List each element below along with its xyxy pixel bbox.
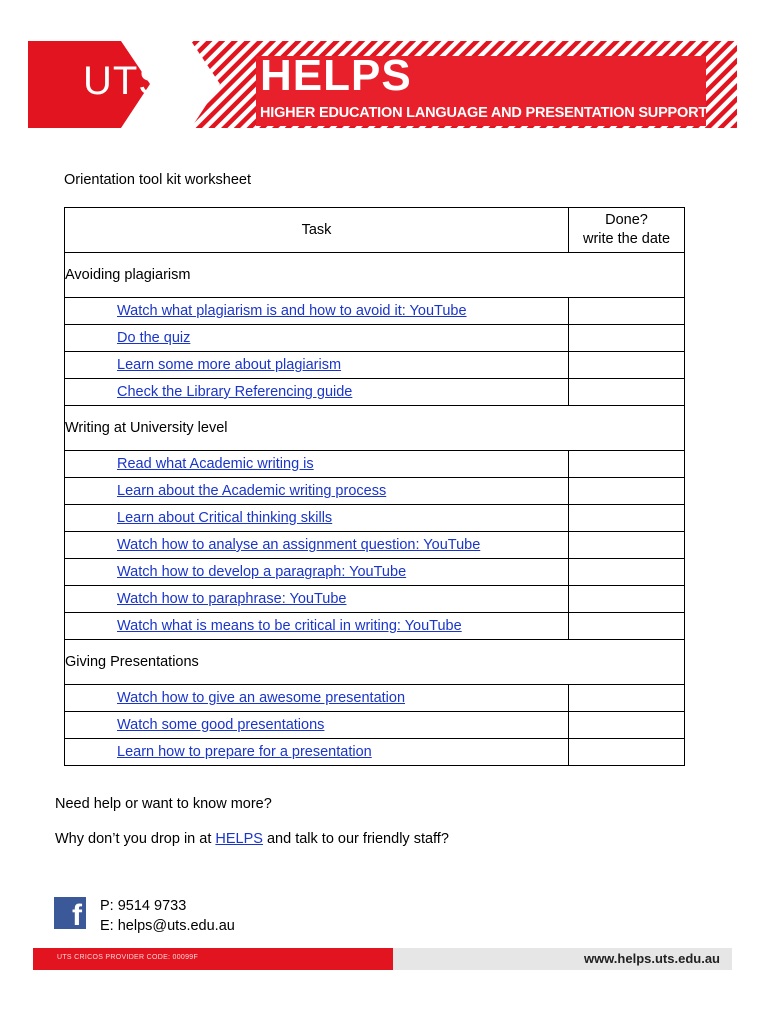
section-heading: Avoiding plagiarism bbox=[65, 267, 191, 283]
phone-number: P: 9514 9733 bbox=[100, 898, 187, 914]
uts-logo: UTS: bbox=[83, 59, 179, 103]
date-cell[interactable] bbox=[569, 298, 685, 325]
task-link[interactable]: Watch what is means to be critical in writing: YouTube bbox=[117, 618, 462, 634]
table-row bbox=[65, 352, 685, 379]
contact-details bbox=[100, 896, 235, 936]
table-row bbox=[65, 685, 685, 712]
table-row bbox=[65, 298, 685, 325]
task-link[interactable]: Watch how to analyse an assignment question: YouTube bbox=[117, 537, 481, 553]
task-link[interactable]: Do the quiz bbox=[117, 330, 191, 346]
drop-in-before: Why don’t you drop in at bbox=[55, 831, 216, 847]
table-row bbox=[65, 478, 685, 505]
task-link[interactable]: Watch what plagiarism is and how to avoid it: YouTube bbox=[117, 303, 467, 319]
table-row bbox=[65, 712, 685, 739]
date-cell[interactable] bbox=[569, 478, 685, 505]
drop-in-text bbox=[55, 831, 449, 847]
task-link[interactable]: Check the Library Referencing guide bbox=[117, 384, 353, 400]
task-link[interactable]: Learn about the Academic writing process bbox=[117, 483, 387, 499]
helps-logo-subtitle: HIGHER EDUCATION LANGUAGE AND PRESENTATION SUPPORT bbox=[260, 105, 708, 121]
date-cell[interactable] bbox=[569, 712, 685, 739]
table-row bbox=[65, 559, 685, 586]
date-cell[interactable] bbox=[569, 379, 685, 406]
email-address[interactable]: E: helps@uts.edu.au bbox=[100, 918, 235, 934]
done-label: Done? bbox=[605, 212, 648, 228]
facebook-icon[interactable]: f bbox=[54, 897, 86, 929]
date-cell[interactable] bbox=[569, 739, 685, 766]
date-cell[interactable] bbox=[569, 505, 685, 532]
date-cell[interactable] bbox=[569, 586, 685, 613]
worksheet-table bbox=[64, 207, 685, 766]
date-cell[interactable] bbox=[569, 325, 685, 352]
table-header-row bbox=[65, 208, 685, 253]
table-row bbox=[65, 613, 685, 640]
date-cell[interactable] bbox=[569, 613, 685, 640]
table-row bbox=[65, 325, 685, 352]
table-row bbox=[65, 586, 685, 613]
task-link[interactable]: Learn some more about plagiarism bbox=[117, 357, 342, 373]
drop-in-after: and talk to our friendly staff? bbox=[262, 831, 449, 847]
helps-link[interactable]: HELPS bbox=[215, 831, 263, 847]
section-heading-row bbox=[65, 640, 685, 685]
worksheet-title: Orientation tool kit worksheet bbox=[64, 172, 251, 188]
help-question: Need help or want to know more? bbox=[55, 796, 272, 812]
header-banner bbox=[28, 41, 737, 128]
footer-bar bbox=[33, 948, 732, 970]
task-link[interactable]: Learn how to prepare for a presentation bbox=[117, 744, 372, 760]
table-row bbox=[65, 739, 685, 766]
date-cell[interactable] bbox=[569, 352, 685, 379]
helps-logo-title: HELPS bbox=[260, 51, 412, 100]
task-link[interactable]: Watch some good presentations bbox=[117, 717, 325, 733]
website-url[interactable]: www.helps.uts.edu.au bbox=[583, 951, 720, 966]
table-row bbox=[65, 451, 685, 478]
task-link[interactable]: Watch how to paraphrase: YouTube bbox=[117, 591, 347, 607]
task-link[interactable]: Watch how to give an awesome presentation bbox=[117, 690, 406, 706]
section-heading: Writing at University level bbox=[65, 420, 228, 436]
date-cell[interactable] bbox=[569, 532, 685, 559]
column-header-done bbox=[569, 208, 685, 253]
task-link[interactable]: Watch how to develop a paragraph: YouTube bbox=[117, 564, 407, 580]
table-row bbox=[65, 379, 685, 406]
task-link[interactable]: Learn about Critical thinking skills bbox=[117, 510, 333, 526]
table-row bbox=[65, 532, 685, 559]
column-header-task: Task bbox=[65, 208, 569, 253]
section-heading: Giving Presentations bbox=[65, 654, 199, 670]
section-heading-row bbox=[65, 253, 685, 298]
cricos-code: UTS CRICOS PROVIDER CODE: 00099F bbox=[57, 954, 199, 961]
date-cell[interactable] bbox=[569, 685, 685, 712]
date-cell[interactable] bbox=[569, 451, 685, 478]
section-heading-row bbox=[65, 406, 685, 451]
table-row bbox=[65, 505, 685, 532]
task-link[interactable]: Read what Academic writing is bbox=[117, 456, 314, 472]
write-date-label: write the date bbox=[582, 231, 671, 247]
date-cell[interactable] bbox=[569, 559, 685, 586]
